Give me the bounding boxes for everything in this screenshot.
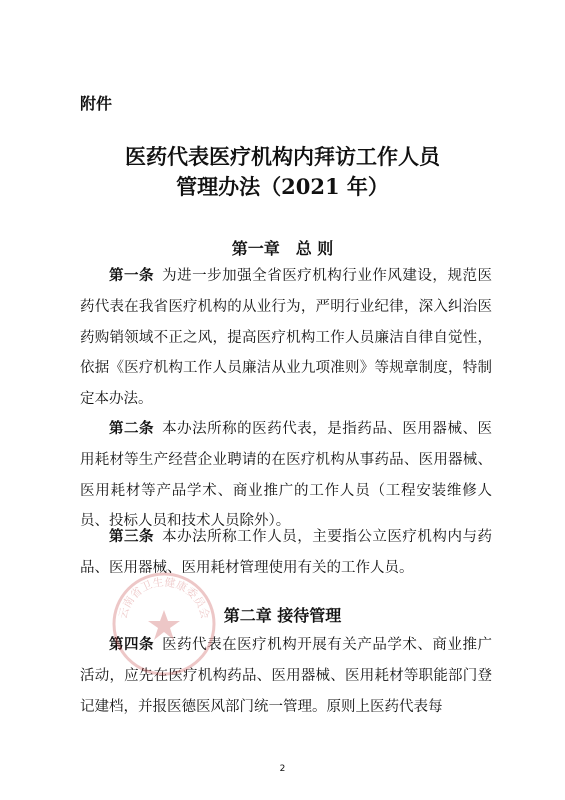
article-2-text: 本办法所称的医药代表，是指药品、医用器械、医用耗材等生产经营企业聘请的在医疗机构从事药品、医用器械、医用耗材等产品学术、商业推广的工作人员（工程安装维修人员、投标人员和技术人员除外）。 [80, 421, 492, 530]
article-3-label: 第三条 [109, 529, 155, 545]
page-number: 2 [279, 764, 286, 774]
article-1-label: 第一条 [109, 268, 155, 284]
article-3 [80, 522, 492, 584]
title-line-1: 医药代表医疗机构内拜访工作人员 [125, 144, 440, 169]
chapter-2-heading: 第二章 接待管理 [223, 606, 342, 625]
seal-text: 云南省卫生健康委员会 [116, 575, 212, 621]
article-3-text: 本办法所称工作人员，主要指公立医疗机构内与药品、医用器械、医用耗材管理使用有关的工作人员。 [80, 529, 492, 576]
article-1-text: 为进一步加强全省医疗机构行业作风建设，规范医药代表在我省医疗机构的从业行为，严明行业纪律，深入纠治医药购销领域不正之风，提高医疗机构工作人员廉洁自律自觉性，依据《医疗机构工作人员廉洁从业九项准则》等规章制度，特制定本办法。 [80, 268, 492, 408]
article-2 [80, 414, 492, 537]
attachment-label: 附件 [80, 94, 113, 113]
article-4-label: 第四条 [109, 637, 155, 653]
article-1 [80, 261, 492, 415]
article-2-label: 第二条 [109, 421, 155, 437]
title-line-2: 管理办法（2021 年） [176, 174, 389, 199]
article-4 [80, 630, 492, 722]
article-4-text: 医药代表在医疗机构开展有关产品学术、商业推广活动，应先在医疗机构药品、医用器械、医用耗材等职能部门登记建档，并报医德医风部门统一管理。原则上医药代表每 [80, 637, 492, 715]
chapter-1-heading: 第一章 总 则 [231, 239, 334, 258]
